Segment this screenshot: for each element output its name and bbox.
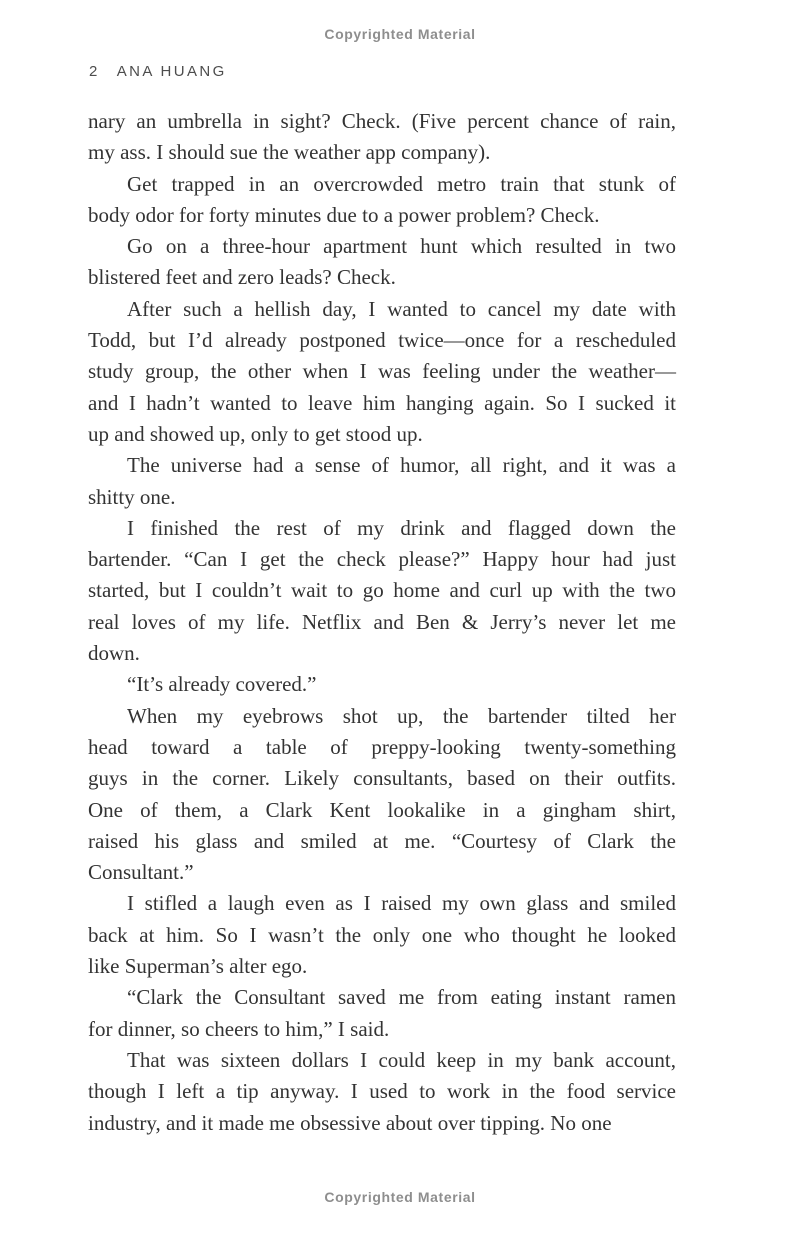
body-line: started, but I couldn’t wait to go home and curl up with the two: [88, 578, 676, 603]
body-line: I stifled a laugh even as I raised my own glass and smiled: [127, 891, 676, 916]
body-line: “It’s already covered.”: [127, 672, 317, 697]
paragraph: [88, 294, 676, 450]
body-line: study group, the other when I was feeling under the weather—: [88, 359, 676, 384]
paragraph: [88, 888, 676, 1044]
page-number: 2: [89, 63, 100, 80]
body-line: blistered feet and zero leads? Check.: [88, 265, 396, 290]
body-line: I finished the rest of my drink and flagged down the: [127, 515, 676, 540]
body-line: Go on a three-hour apartment hunt which resulted in two: [127, 234, 676, 259]
body-line: body odor for forty minutes due to a power problem? Check.: [88, 202, 600, 227]
paragraph: [88, 169, 676, 232]
body-line: though I left a tip anyway. I used to work in the food service: [88, 1079, 676, 1104]
body-line: raised his glass and smiled at me. “Courtesy of Clark the: [88, 828, 676, 853]
paragraph: [88, 1045, 676, 1139]
body-line: When my eyebrows shot up, the bartender tilted her: [127, 703, 676, 728]
paragraph: [88, 701, 676, 889]
body-line: head toward a table of preppy-looking twenty-something: [88, 734, 676, 759]
body-line: industry, and it made me obsessive about over tipping. No one: [88, 1110, 612, 1135]
body-line: nary an umbrella in sight? Check. (Five percent chance of rain,: [88, 109, 676, 133]
body-line: bartender. “Can I get the check please?” Happy hour had just: [88, 547, 676, 572]
body-line: up and showed up, only to get stood up.: [88, 421, 423, 446]
body-line: Get trapped in an overcrowded metro train that stunk of: [127, 171, 676, 196]
body-line: The universe had a sense of humor, all right, and it was a: [127, 453, 676, 478]
top-copyright-notice: Copyrighted Material: [324, 26, 476, 42]
body-line: for dinner, so cheers to him,” I said.: [88, 1016, 390, 1041]
paragraph: [88, 513, 676, 669]
body-line: down.: [88, 641, 140, 666]
body-line: Todd, but I’d already postponed twice—once for a rescheduled: [88, 328, 676, 353]
paragraph: [88, 450, 676, 513]
body-line: After such a hellish day, I wanted to cancel my date with: [127, 296, 676, 321]
body-line: That was sixteen dollars I could keep in my bank account,: [127, 1047, 676, 1072]
body-line: shitty one.: [88, 484, 176, 509]
body-line: my ass. I should sue the weather app company).: [88, 140, 491, 165]
running-header: [89, 63, 227, 80]
paragraph: [88, 106, 676, 169]
body-line: guys in the corner. Likely consultants, based on their outfits.: [88, 766, 676, 791]
body-line: like Superman’s alter ego.: [88, 954, 308, 979]
bottom-copyright-notice: Copyrighted Material: [324, 1189, 476, 1205]
body-line: “Clark the Consultant saved me from eating instant ramen: [127, 985, 676, 1010]
paragraph: [88, 669, 676, 700]
body-line: real loves of my life. Netflix and Ben & Jerry’s never let me: [88, 609, 676, 634]
body-line: One of them, a Clark Kent lookalike in a gingham shirt,: [88, 797, 676, 822]
body-text: [88, 106, 676, 1139]
body-line: Consultant.”: [88, 860, 194, 885]
body-line: and I hadn’t wanted to leave him hanging again. So I sucked it: [88, 390, 676, 415]
author-name: ANA HUANG: [116, 63, 227, 80]
paragraph: [88, 231, 676, 294]
body-line: back at him. So I wasn’t the only one who thought he looked: [88, 922, 676, 947]
